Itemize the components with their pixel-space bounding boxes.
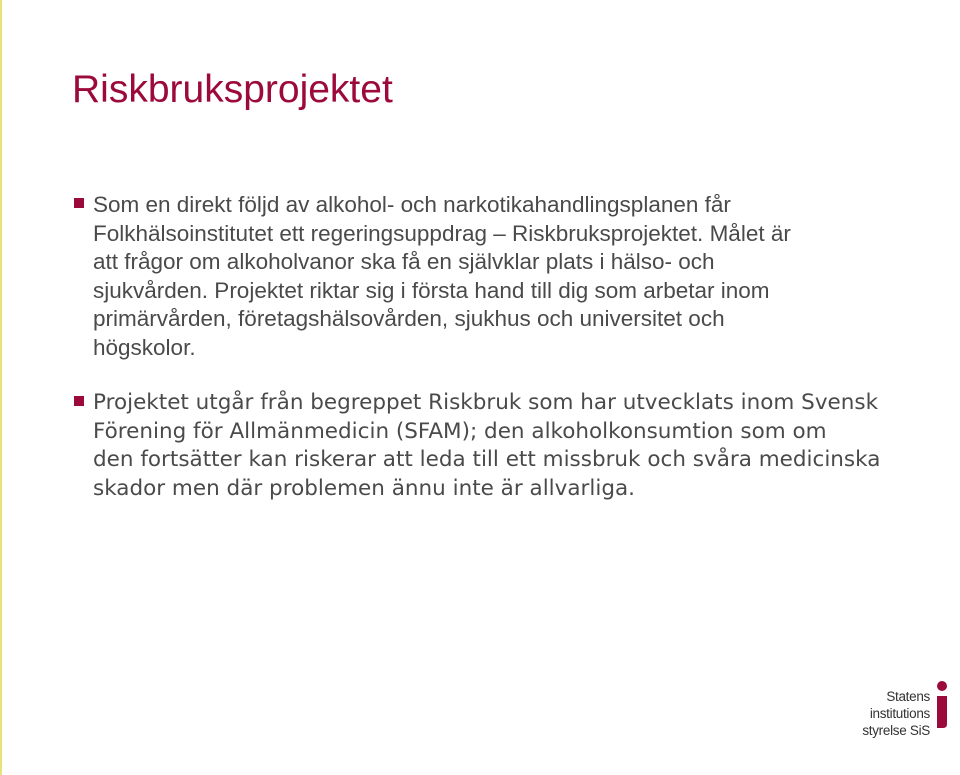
sis-logo — [856, 676, 956, 744]
bullet-line: Förening för Allmänmedicin (SFAM); den alkoholkonsumtion som om — [93, 418, 827, 444]
bullet-line: Projektet utgår från begreppet Riskbruk som har utvecklats inom Svensk — [93, 390, 879, 415]
logo-line: Statens — [886, 689, 930, 704]
logo-line: institutions — [869, 706, 930, 721]
bullet-line: att frågor om alkoholvanor ska få en självklar plats i hälso- och — [93, 249, 715, 274]
logo-text — [862, 688, 930, 739]
bullet-line: skador men där problemen ännu inte är allvarliga. — [93, 475, 635, 501]
square-bullet-icon — [74, 198, 84, 208]
bullet-line: Som en direkt följd av alkohol- och narkotikahandlingsplanen får — [93, 192, 731, 217]
bullet-line: den fortsätter kan riskerar att leda till ett missbruk och svåra medicinska — [93, 447, 881, 472]
bullet-line: primärvården, företagshälsovården, sjukhus och universitet och — [93, 306, 725, 331]
slide-title: Riskbruksprojektet — [72, 68, 393, 111]
logo-line: styrelse SiS — [862, 723, 930, 738]
slide-edge-rule — [0, 0, 2, 775]
bullet-item — [72, 389, 952, 503]
bullet-line: sjukvården. Projektet riktar sig i första hand till dig som arbetar inom — [93, 277, 770, 303]
bullet-line: högskolor. — [93, 334, 196, 360]
square-bullet-icon — [74, 396, 84, 406]
bullet-line: Folkhälsoinstitutet ett regeringsuppdrag – Riskbruksprojektet. Målet är — [93, 220, 791, 246]
bullet-item — [72, 191, 952, 362]
sis-logo-icon — [934, 680, 950, 730]
bullet-list — [72, 191, 952, 503]
